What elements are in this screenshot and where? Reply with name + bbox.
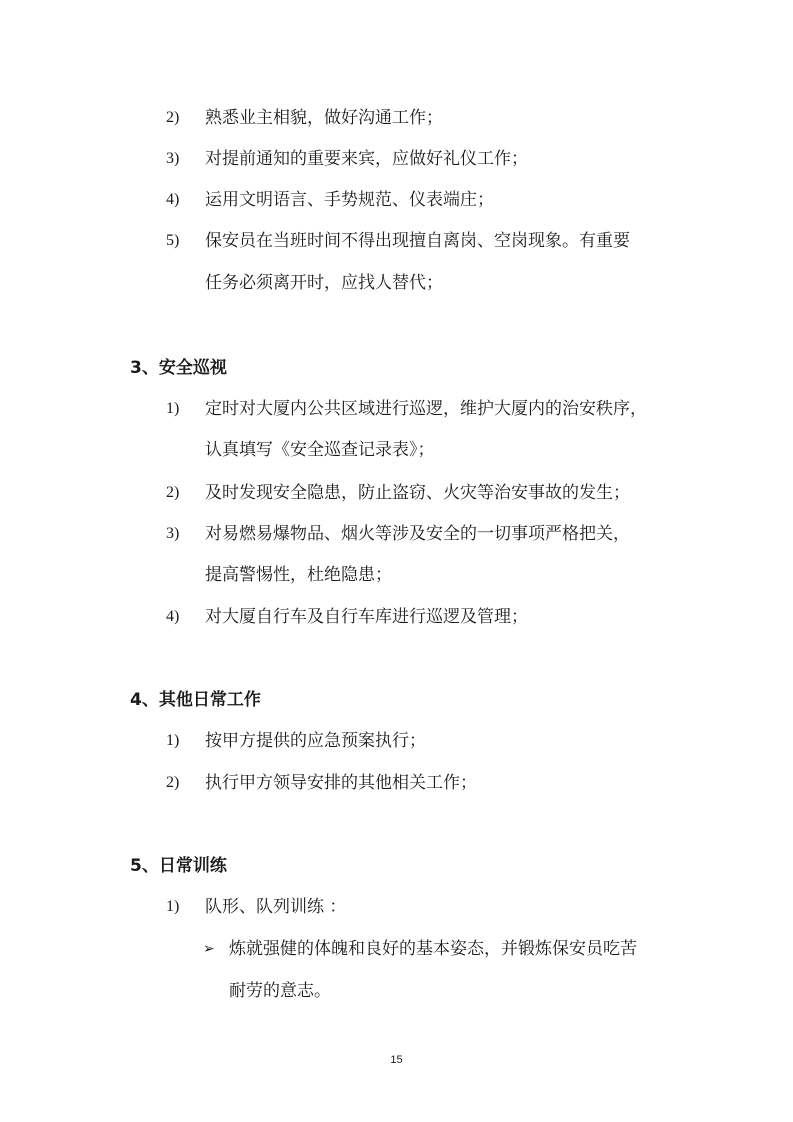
list-item-text: 对易燃易爆物品、烟火等涉及安全的一切事项严格把关，: [205, 524, 630, 544]
bullet-text: 炼就强健的体魄和良好的基本姿态，并锻炼保安员吃苦: [229, 939, 637, 959]
section-heading: 3、安全巡视: [130, 358, 227, 378]
list-item-text: 任务必须离开时，应找人替代；: [205, 273, 443, 293]
list-number: 2): [166, 484, 180, 501]
list-item-text: 按甲方提供的应急预案执行；: [205, 731, 426, 751]
list-item-text: 认真填写《安全巡查记录表》；: [205, 440, 435, 460]
list-item-text: 提高警惕性，杜绝隐患；: [205, 565, 392, 585]
page-number: 15: [390, 1054, 403, 1066]
list-number: 1): [166, 732, 180, 749]
list-item-text: 及时发现安全隐患，防止盗窃、火灾等治安事故的发生；: [205, 483, 630, 503]
list-item-text: 运用文明语言、手势规范、仪表端庄；: [205, 190, 494, 210]
list-item-text: 熟悉业主相貌，做好沟通工作；: [205, 108, 443, 128]
list-number: 4): [166, 191, 180, 208]
arrow-bullet-icon: ➢: [203, 941, 215, 957]
list-number: 3): [166, 525, 180, 542]
list-number: 2): [166, 109, 180, 126]
list-number: 2): [166, 774, 180, 791]
section-heading: 5、日常训练: [130, 856, 227, 876]
bullet-text: 耐劳的意志。: [229, 981, 331, 1001]
section-heading: 4、其他日常工作: [130, 690, 261, 710]
list-item-text: 定时对大厦内公共区域进行巡逻，维护大厦内的治安秩序，: [205, 399, 647, 419]
list-number: 4): [166, 608, 180, 625]
list-number: 5): [166, 232, 180, 249]
list-number: 1): [166, 898, 180, 915]
list-number: 3): [166, 150, 180, 167]
list-item-text: 对大厦自行车及自行车库进行巡逻及管理；: [205, 607, 528, 627]
list-item-text: 对提前通知的重要来宾，应做好礼仪工作；: [205, 149, 528, 169]
list-number: 1): [166, 400, 180, 417]
list-item-text: 保安员在当班时间不得出现擅自离岗、空岗现象。有重要: [205, 231, 630, 251]
list-item-text: 执行甲方领导安排的其他相关工作；: [205, 773, 477, 793]
list-item-text: 队形、队列训练 ：: [205, 897, 347, 917]
